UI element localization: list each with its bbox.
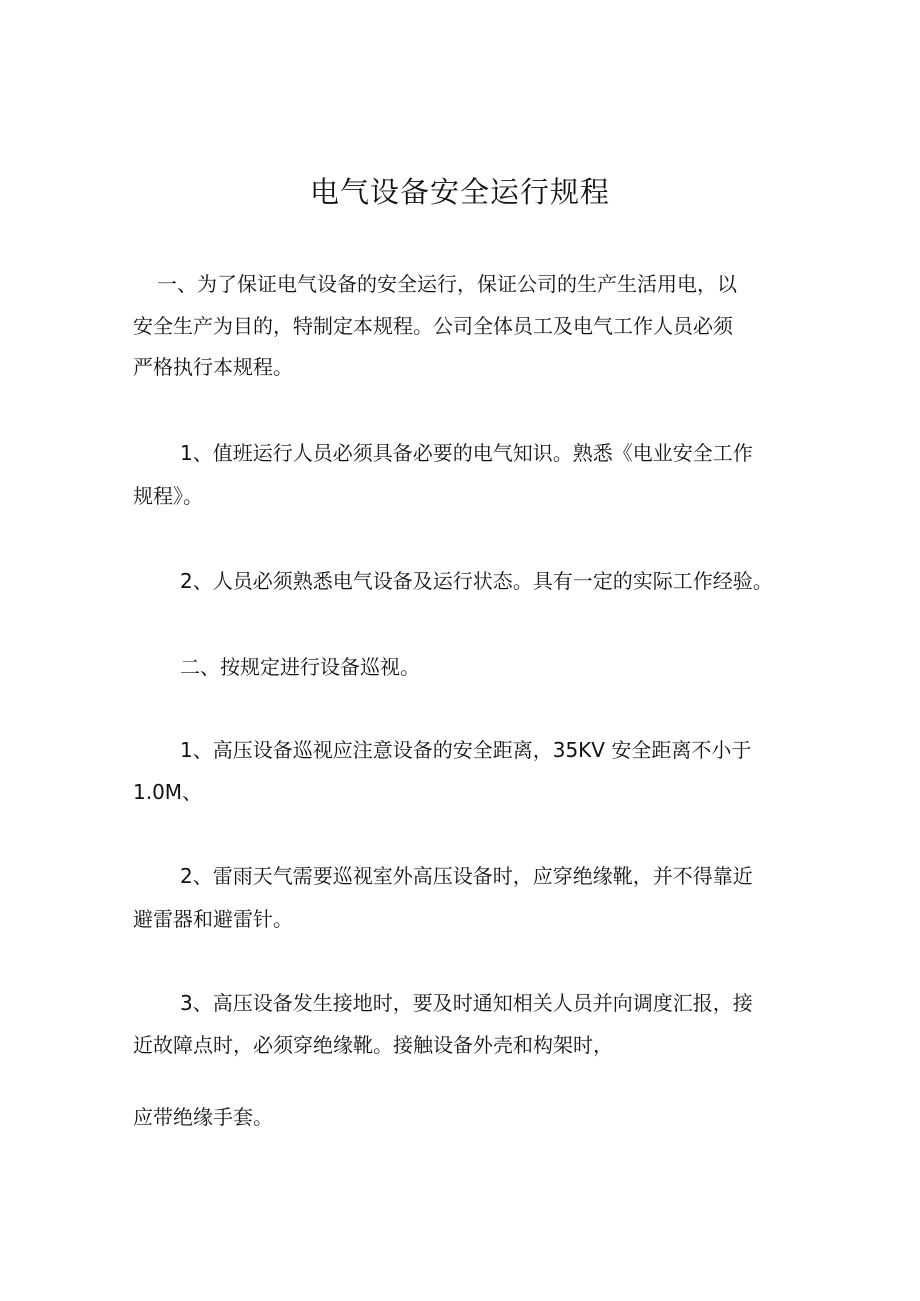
paragraph-line: 1、值班运行人员必须具备必要的电气知识。熟悉《电业安全工作: [180, 441, 753, 465]
paragraph-line: 严格执行本规程。: [133, 355, 293, 379]
paragraph-line: 3、高压设备发生接地时，要及时通知相关人员并向调度汇报，接: [180, 991, 753, 1015]
paragraph-line: 一、为了保证电气设备的安全运行，保证公司的生产生活用电，以: [157, 272, 737, 296]
paragraph-line: 2、人员必须熟悉电气设备及运行状态。具有一定的实际工作经验。: [180, 569, 773, 593]
paragraph-line: 二、按规定进行设备巡视。: [180, 655, 420, 679]
paragraph-line: 应带绝缘手套。: [133, 1105, 273, 1129]
paragraph-line: 安全生产为目的，特制定本规程。公司全体员工及电气工作人员必须: [133, 314, 733, 338]
paragraph-line: 规程》。: [133, 484, 203, 508]
paragraph-line: 避雷器和避雷针。: [133, 907, 293, 931]
paragraph-line: 近故障点时，必须穿绝缘靴。接触设备外壳和构架时，: [133, 1033, 613, 1057]
document-title: 电气设备安全运行规程: [309, 175, 610, 209]
paragraph-line: 2、雷雨天气需要巡视室外高压设备时，应穿绝缘靴，并不得靠近: [180, 864, 753, 888]
paragraph-line: 1.0M、: [133, 780, 203, 804]
paragraph-line: 1、高压设备巡视应注意设备的安全距离，35KV 安全距离不小于: [180, 738, 752, 762]
